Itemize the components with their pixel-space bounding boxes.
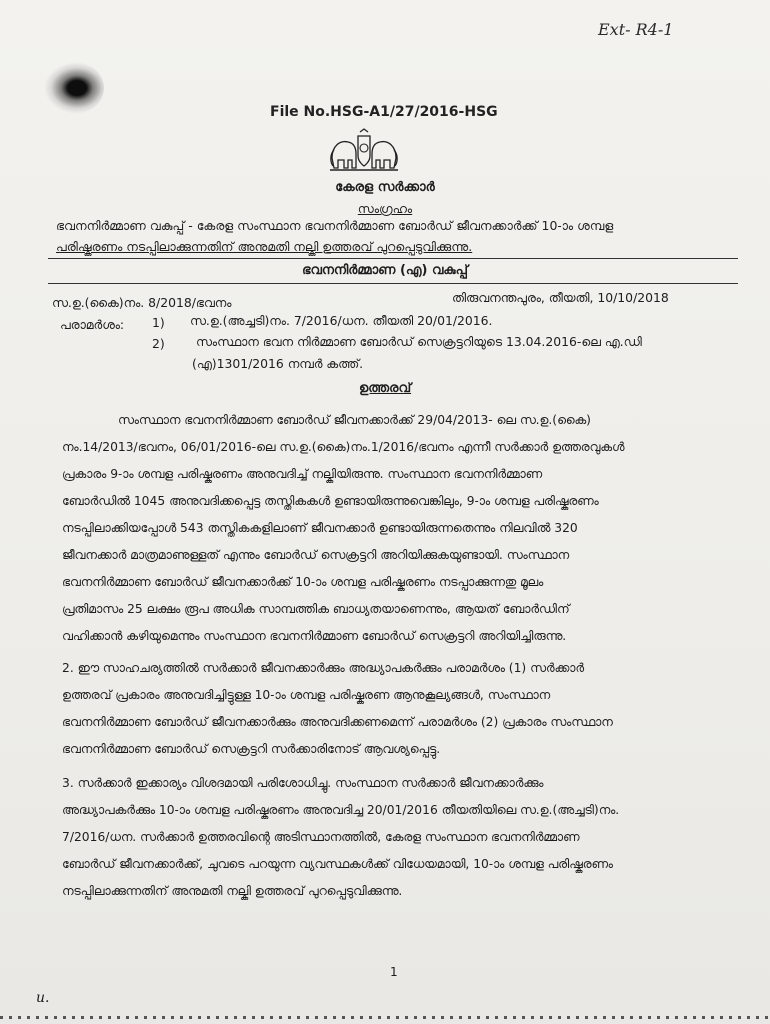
government-title: കേരള സർക്കാർ (335, 180, 435, 195)
body-line-6: ജീവനക്കാർ മാത്രമാണുള്ളത് എന്നും ബോർഡ് സെക്രട്ടറി അറിയിക്കുകയുണ്ടായി. സംസ്ഥാന (62, 548, 570, 562)
department-name: ഭവനനിർമ്മാണ (എ) വകുപ്പ് (302, 263, 468, 278)
paragraph-3-line-4: ബോർഡ് ജീവനക്കാർക്ക്, ചുവടെ പറയുന്ന വ്യവസ്ഥകൾക്ക് വിധേയമായി, 10-ാം ശമ്പള പരിഷ്കരണം (62, 857, 613, 871)
paragraph-3-line-3: 7/2016/ധന. സർക്കാർ ഉത്തരവിന്റെ അടിസ്ഥാനത്തിൽ, കേരള സംസ്ഥാന ഭവനനിർമ്മാണ (62, 830, 580, 844)
bottom-handwritten-mark: u. (36, 990, 50, 1006)
reference-1-text: സ.ഉ.(അച്ചടി)നം. 7/2016/ധന. തീയതി 20/01/2016. (190, 313, 493, 328)
paragraph-2-line-4: ഭവനനിർമ്മാണ ബോർഡ് സെക്രട്ടറി സർക്കാരിനോട് ആവശ്യപ്പെട്ടു. (62, 742, 441, 756)
divider-bottom (48, 283, 738, 284)
subject-line-1: ഭവനനിർമ്മാണ വകുപ്പ് - കേരള സംസ്ഥാന ഭവനനിർമ്മാണ ബോർഡ് ജീവനക്കാർക്ക് 10-ാം ശമ്പള (56, 218, 614, 233)
paragraph-3-line-1: 3. സർക്കാർ ഇക്കാര്യം വിശദമായി പരിശോധിച്ചു. സംസ്ഥാന സർക്കാർ ജീവനക്കാർക്കും (62, 776, 544, 790)
handwritten-reference: Ext- R4-1 (598, 20, 674, 39)
summary-heading: സംഗ്രഹം (357, 201, 413, 216)
order-number: സ.ഉ.(കൈ)നം. 8/2018/ഭവനം (52, 295, 232, 310)
reference-1-number: 1) (152, 315, 165, 330)
paragraph-3-line-2: അദ്ധ്യാപകർക്കും 10-ാം ശമ്പള പരിഷ്കരണം അനുവദിച്ച 20/01/2016 തീയതിയിലെ സ.ഉ.(അച്ചടി)നം. (62, 803, 620, 817)
references-label: പരാമർശം: (60, 317, 125, 332)
body-line-1: സംസ്ഥാന ഭവനനിർമ്മാണ ബോർഡ് ജീവനക്കാർക്ക് 29/04/2013- ലെ സ.ഉ.(കൈ) (118, 413, 591, 427)
body-line-5: നടപ്പിലാക്കിയപ്പോൾ 543 തസ്തികകളിലാണ് ജീവനക്കാർ ഉണ്ടായിരുന്നതെന്നും നിലവിൽ 320 (62, 521, 578, 535)
scan-edge-dashes (0, 1016, 770, 1019)
divider-top (48, 258, 738, 259)
paragraph-2-line-1: 2. ഈ സാഹചര്യത്തിൽ സർക്കാർ ജീവനക്കാർക്കും അദ്ധ്യാപകർക്കും പരാമർശം (1) സർക്കാർ (62, 661, 585, 675)
reference-2-text-cont: (എ)1301/2016 നമ്പർ കത്ത്. (192, 356, 364, 371)
page-number: 1 (390, 965, 398, 979)
body-line-8: പ്രതിമാസം 25 ലക്ഷം രൂപ അധിക സാമ്പത്തിക ബാധ്യതയാണെന്നും, ആയത് ബോർഡിന് (62, 602, 570, 616)
subject-line-2: പരിഷ്കരണം നടപ്പിലാക്കുന്നതിന് അനുമതി നല്കി ഉത്തരവ് പുറപ്പെടുവിക്കുന്നു. (56, 239, 473, 254)
paragraph-3-line-5: നടപ്പിലാക്കുന്നതിന് അനുമതി നല്കി ഉത്തരവ് പുറപ്പെടുവിക്കുന്നു. (62, 884, 403, 898)
place-and-date: തിരുവനന്തപുരം, തീയതി, 10/10/2018 (452, 290, 669, 305)
ink-smudge (44, 62, 104, 114)
order-heading: ഉത്തരവ് (358, 381, 412, 396)
body-line-4: ബോർഡിൽ 1045 അനുവദിക്കപ്പെട്ട തസ്തികകൾ ഉണ്ടായിരുന്നുവെങ്കിലും, 9-ാം ശമ്പള പരിഷ്കരണം (62, 494, 599, 508)
reference-2-number: 2) (152, 336, 165, 351)
file-number: File No.HSG-A1/27/2016-HSG (270, 104, 498, 120)
reference-2-text: സംസ്ഥാന ഭവന നിർമ്മാണ ബോർഡ് സെക്രട്ടറിയുടെ 13.04.2016-ലെ എ.ഡി (196, 334, 642, 349)
paragraph-2-line-3: ഭവനനിർമ്മാണ ബോർഡ് ജീവനക്കാർക്കും അനുവദിക്കണമെന്ന് പരാമർശം (2) പ്രകാരം സംസ്ഥാന (62, 715, 613, 729)
body-line-3: പ്രകാരം 9-ാം ശമ്പള പരിഷ്കരണം അനുവദിച്ച് നല്കിയിരുന്നു. സംസ്ഥാന ഭവനനിർമ്മാണ (62, 467, 542, 481)
paragraph-2-line-2: ഉത്തരവ് പ്രകാരം അനുവദിച്ചിട്ടുള്ള 10-ാം ശമ്പള പരിഷ്കരണ ആനുകൂല്യങ്ങൾ, സംസ്ഥാന (62, 688, 551, 702)
body-line-7: ഭവനനിർമ്മാണ ബോർഡ് ജീവനക്കാർക്ക് 10-ാം ശമ്പള പരിഷ്കരണം നടപ്പാക്കുന്നതു മൂലം (62, 575, 544, 589)
body-line-2: നം.14/2013/ഭവനം, 06/01/2016-ലെ സ.ഉ.(കൈ)നം.1/2016/ഭവനം എന്നീ സർക്കാർ ഉത്തരവുകൾ (62, 440, 625, 454)
kerala-state-emblem-icon (328, 128, 400, 174)
body-line-9: വഹിക്കാൻ കഴിയുമെന്നും സംസ്ഥാന ഭവനനിർമ്മാണ ബോർഡ് സെക്രട്ടറി അറിയിച്ചിരുന്നു. (62, 629, 567, 643)
